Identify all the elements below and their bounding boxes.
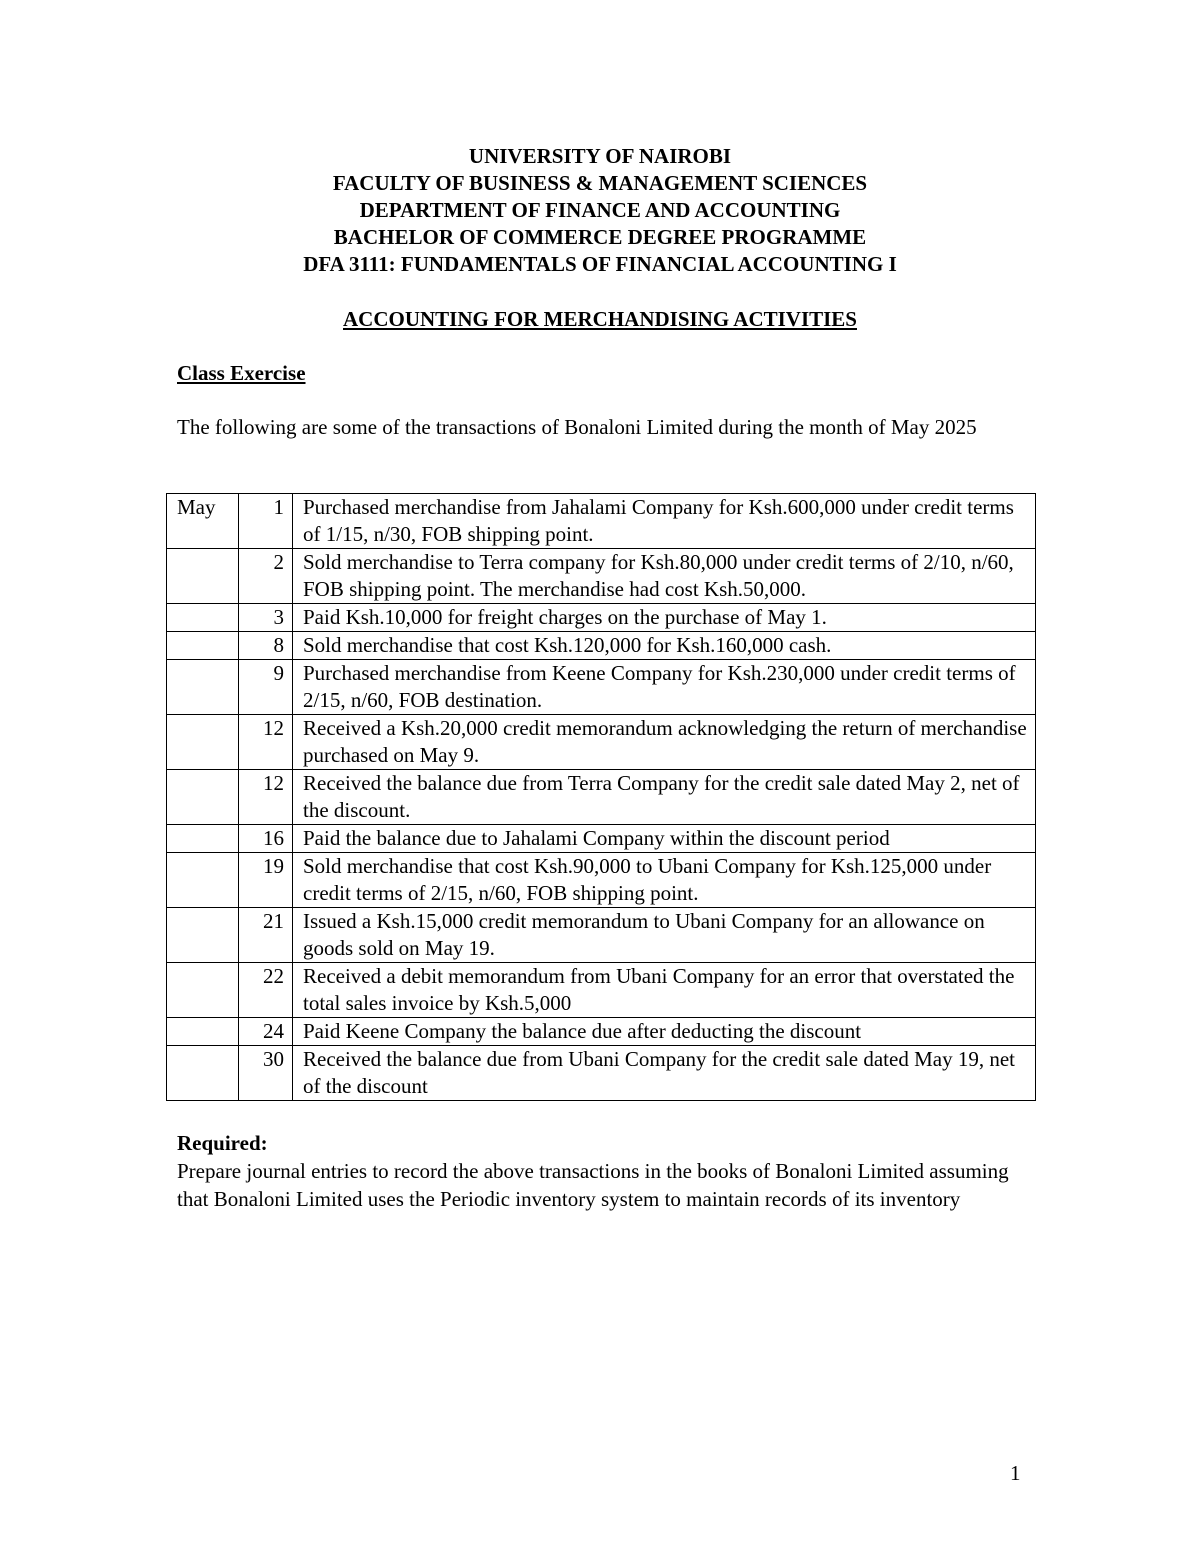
faculty-name: FACULTY OF BUSINESS & MANAGEMENT SCIENCES bbox=[332, 171, 868, 195]
exercise-intro: The following are some of the transactions of Bonaloni Limited during the month of May 2025 bbox=[177, 415, 977, 439]
month-cell bbox=[167, 853, 239, 908]
page-number: 1 bbox=[1010, 1461, 1021, 1485]
transaction-description-cell: Purchased merchandise from Keene Company for Ksh.230,000 under credit terms of 2/15, n/60, FOB destination. bbox=[293, 660, 1036, 715]
month-cell bbox=[167, 715, 239, 770]
month-cell bbox=[167, 604, 239, 632]
table-row bbox=[167, 908, 1036, 963]
table-row bbox=[167, 715, 1036, 770]
day-cell: 2 bbox=[239, 549, 293, 604]
programme-name: BACHELOR OF COMMERCE DEGREE PROGRAMME bbox=[333, 225, 867, 249]
exercise-heading: Class Exercise bbox=[177, 361, 306, 385]
month-cell bbox=[167, 825, 239, 853]
day-cell: 16 bbox=[239, 825, 293, 853]
transaction-description-cell: Paid the balance due to Jahalami Company within the discount period bbox=[293, 825, 1036, 853]
table-row bbox=[167, 1046, 1036, 1101]
table-row bbox=[167, 963, 1036, 1018]
transaction-description-cell: Paid Keene Company the balance due after deducting the discount bbox=[293, 1018, 1036, 1046]
transaction-description-cell: Received the balance due from Ubani Company for the credit sale dated May 19, net of the discount bbox=[293, 1046, 1036, 1101]
table-row bbox=[167, 1018, 1036, 1046]
transaction-description-cell: Issued a Ksh.15,000 credit memorandum to Ubani Company for an allowance on goods sold on May 19. bbox=[293, 908, 1036, 963]
month-cell bbox=[167, 1018, 239, 1046]
table-row bbox=[167, 853, 1036, 908]
day-cell: 21 bbox=[239, 908, 293, 963]
table-row bbox=[167, 632, 1036, 660]
day-cell: 19 bbox=[239, 853, 293, 908]
table-row bbox=[167, 770, 1036, 825]
table-row bbox=[167, 494, 1036, 549]
month-cell bbox=[167, 963, 239, 1018]
table-row bbox=[167, 549, 1036, 604]
transaction-description-cell: Received a Ksh.20,000 credit memorandum acknowledging the return of merchandise purchased on May 9. bbox=[293, 715, 1036, 770]
month-cell bbox=[167, 908, 239, 963]
course-title: DFA 3111: FUNDAMENTALS OF FINANCIAL ACCOUNTING I bbox=[303, 252, 897, 276]
transaction-description-cell: Purchased merchandise from Jahalami Company for Ksh.600,000 under credit terms of 1/15, n/30, FOB shipping point. bbox=[293, 494, 1036, 549]
day-cell: 12 bbox=[239, 715, 293, 770]
day-cell: 9 bbox=[239, 660, 293, 715]
day-cell: 22 bbox=[239, 963, 293, 1018]
table-row bbox=[167, 604, 1036, 632]
required-text: Prepare journal entries to record the above transactions in the books of Bonaloni Limited assuming that Bonaloni Limited uses the Periodic inventory system to maintain records of its inventory bbox=[177, 1159, 1009, 1211]
day-cell: 12 bbox=[239, 770, 293, 825]
document-header bbox=[0, 143, 1200, 278]
transaction-description-cell: Sold merchandise to Terra company for Ksh.80,000 under credit terms of 2/10, n/60, FOB shipping point. The merchandise had cost Ksh.50,000. bbox=[293, 549, 1036, 604]
transaction-description-cell: Received a debit memorandum from Ubani Company for an error that overstated the total sales invoice by Ksh.5,000 bbox=[293, 963, 1036, 1018]
table-row bbox=[167, 660, 1036, 715]
day-cell: 8 bbox=[239, 632, 293, 660]
university-name: UNIVERSITY OF NAIROBI bbox=[468, 144, 732, 168]
department-name: DEPARTMENT OF FINANCE AND ACCOUNTING bbox=[359, 198, 841, 222]
required-heading: Required: bbox=[177, 1131, 268, 1155]
month-cell bbox=[167, 549, 239, 604]
transaction-description-cell: Sold merchandise that cost Ksh.90,000 to Ubani Company for Ksh.125,000 under credit terms of 2/15, n/60, FOB shipping point. bbox=[293, 853, 1036, 908]
transaction-description-cell: Received the balance due from Terra Company for the credit sale dated May 2, net of the discount. bbox=[293, 770, 1036, 825]
month-cell: May bbox=[167, 494, 239, 549]
day-cell: 30 bbox=[239, 1046, 293, 1101]
day-cell: 3 bbox=[239, 604, 293, 632]
transaction-description-cell: Paid Ksh.10,000 for freight charges on the purchase of May 1. bbox=[293, 604, 1036, 632]
topic-title: ACCOUNTING FOR MERCHANDISING ACTIVITIES bbox=[343, 307, 857, 331]
transactions-table bbox=[166, 493, 1036, 1101]
month-cell bbox=[167, 660, 239, 715]
table-row bbox=[167, 825, 1036, 853]
month-cell bbox=[167, 770, 239, 825]
day-cell: 24 bbox=[239, 1018, 293, 1046]
transaction-description-cell: Sold merchandise that cost Ksh.120,000 for Ksh.160,000 cash. bbox=[293, 632, 1036, 660]
month-cell bbox=[167, 632, 239, 660]
transactions-table-body bbox=[167, 494, 1036, 1101]
day-cell: 1 bbox=[239, 494, 293, 549]
month-cell bbox=[167, 1046, 239, 1101]
